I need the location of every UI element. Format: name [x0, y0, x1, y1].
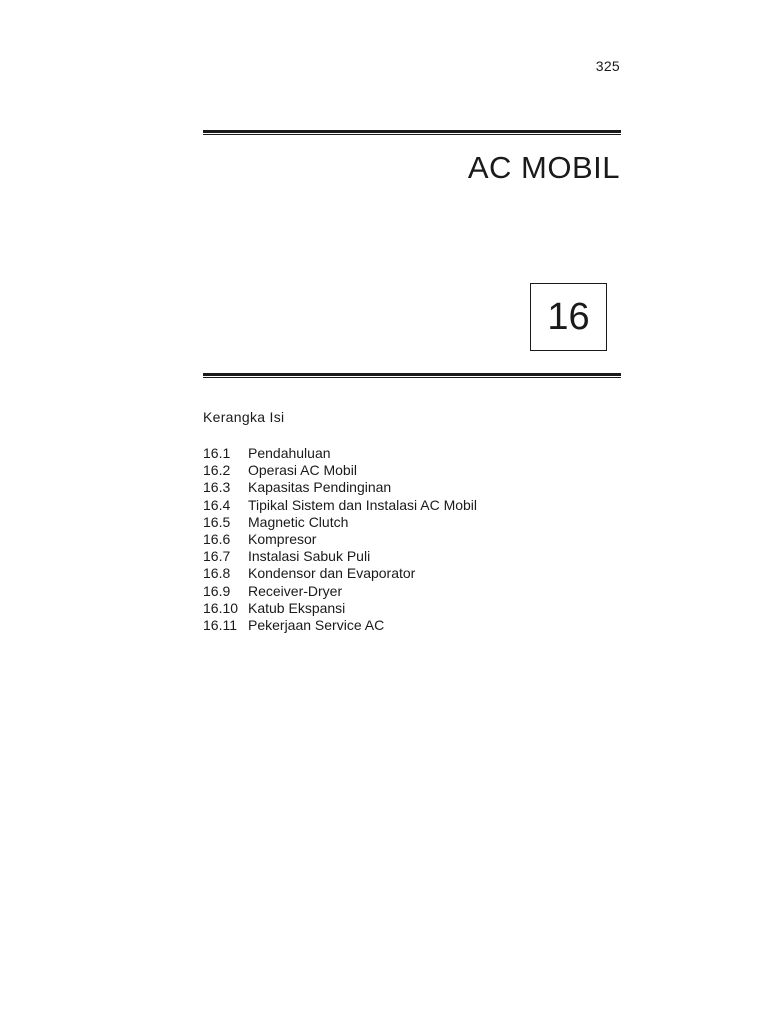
toc-item-number: 16.9	[203, 582, 231, 599]
toc-item-label: Tipikal Sistem dan Instalasi AC Mobil	[248, 496, 478, 513]
toc-item-label: Pendahuluan	[248, 445, 331, 461]
toc-item-number: 16.3	[203, 479, 231, 496]
toc-item	[203, 497, 477, 514]
toc-item-number: 16.10	[203, 599, 239, 616]
toc-item	[203, 565, 477, 582]
bottom-rule	[203, 373, 621, 378]
toc-item-label: Kondensor dan Evaporator	[248, 565, 416, 582]
table-of-contents	[203, 445, 477, 634]
toc-item-label: Operasi AC Mobil	[248, 462, 357, 479]
chapter-title: AC MOBIL	[467, 150, 620, 185]
toc-item-label: Pekerjaan Service AC	[248, 617, 385, 634]
toc-item-label: Kompresor	[248, 531, 317, 548]
toc-item-number: 16.6	[203, 531, 231, 548]
toc-item-number: 16.2	[203, 462, 231, 479]
chapter-number: 16	[547, 295, 590, 338]
toc-item-number: 16.5	[203, 513, 231, 530]
toc-item-number: 16.8	[203, 565, 231, 582]
outline-title: Kerangka Isi	[203, 409, 285, 425]
toc-item	[203, 548, 477, 565]
toc-item	[203, 617, 477, 634]
toc-item	[203, 479, 477, 496]
page-number: 325	[595, 58, 620, 74]
toc-item-number: 16.7	[203, 548, 231, 565]
toc-item-number: 16.4	[203, 496, 231, 513]
top-rule	[203, 130, 621, 135]
toc-item-number: 16.1	[203, 445, 231, 461]
toc-item	[203, 600, 477, 617]
toc-item-label: Kapasitas Pendinginan	[248, 479, 392, 496]
toc-item	[203, 583, 477, 600]
toc-item-label: Receiver-Dryer	[248, 582, 343, 599]
toc-item-label: Instalasi Sabuk Puli	[248, 548, 371, 565]
toc-item	[203, 514, 477, 531]
chapter-number-box	[530, 283, 607, 351]
toc-item	[203, 462, 477, 479]
toc-item-number: 16.11	[203, 617, 237, 634]
toc-item-label: Katub Ekspansi	[248, 599, 346, 616]
toc-item	[203, 445, 477, 462]
toc-item-label: Magnetic Clutch	[248, 513, 349, 530]
toc-item	[203, 531, 477, 548]
